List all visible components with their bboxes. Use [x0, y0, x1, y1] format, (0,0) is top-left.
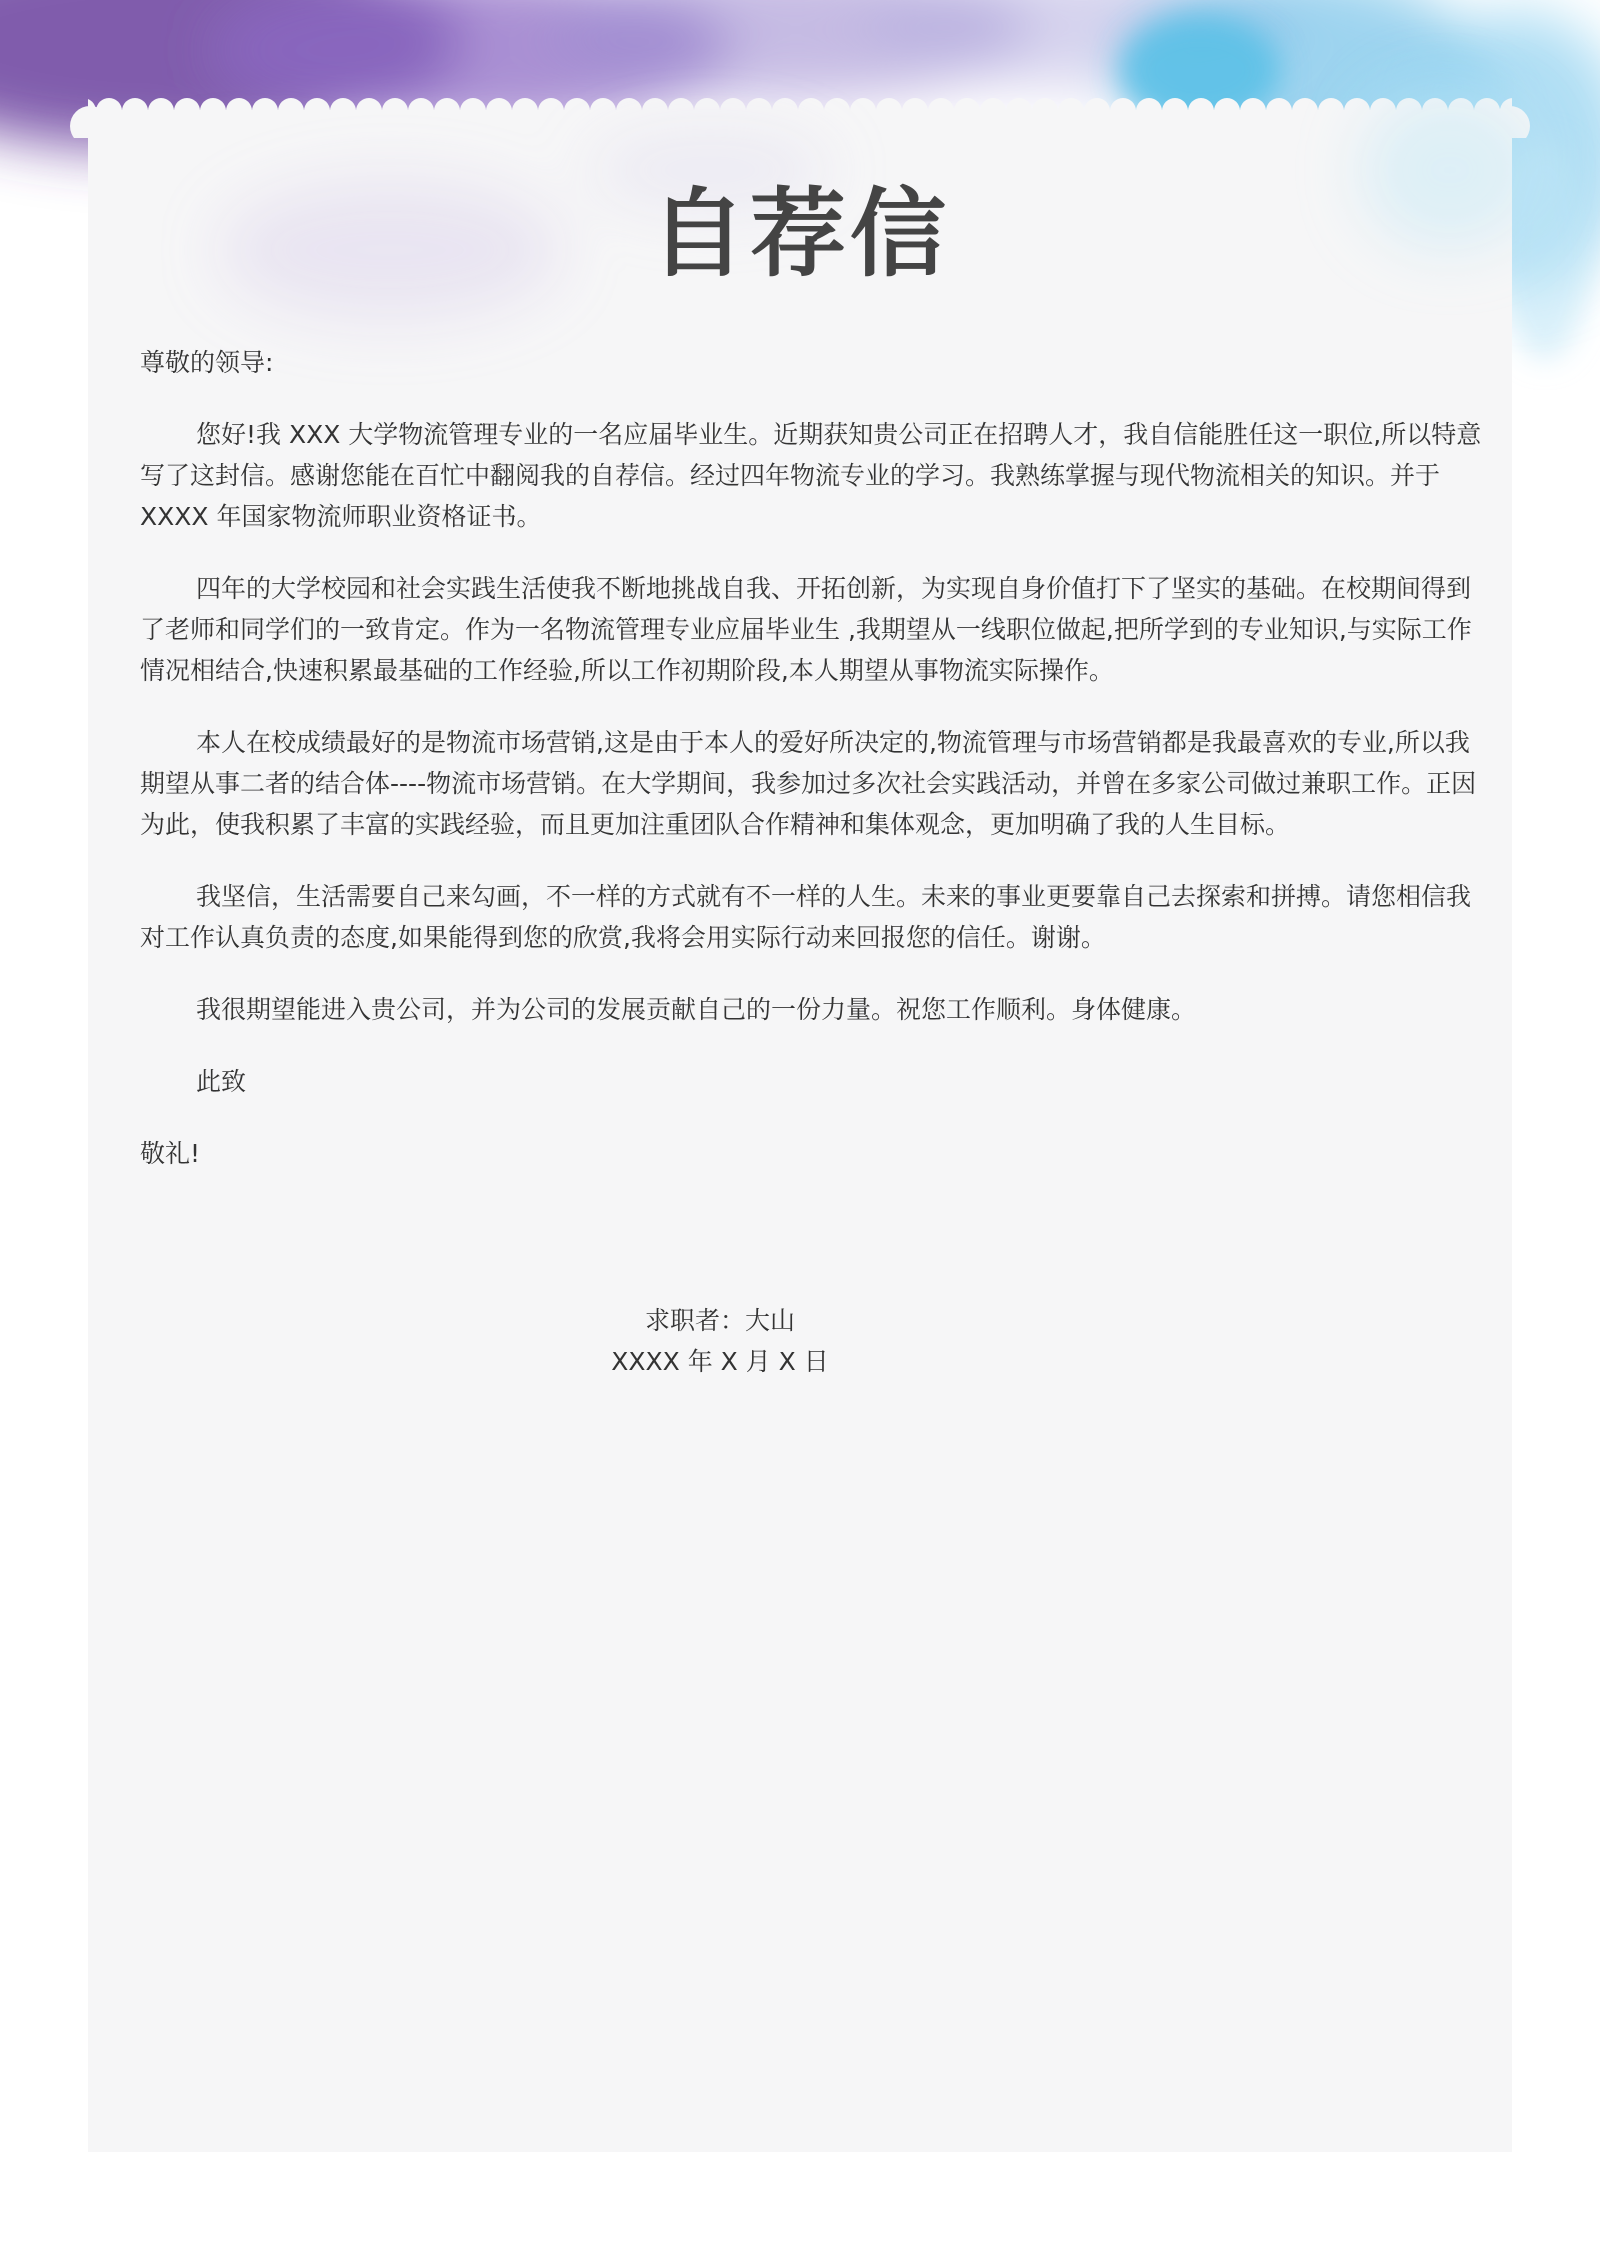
paragraph-2: 四年的大学校园和社会实践生活使我不断地挑战自我、开拓创新，为实现自身价值打下了坚实的基础。在校期间得到了老师和同学们的一致肯定。作为一名物流管理专业应届毕业生 ,我期望从一线职位做起,把所学到的专业知识,与实际工作情况相结合,快速积累最基础的工作经验,所以工作初期阶段,本人期望从事物流实际操作。: [140, 574, 1472, 685]
signature-block: [560, 1300, 880, 1382]
paragraph-5: 我很期望能进入贵公司，并为公司的发展贡献自己的一份力量。祝您工作顺利。身体健康。: [196, 995, 1197, 1024]
closing-line-1: 此致: [196, 1067, 247, 1096]
letter-body: [140, 342, 1485, 1205]
paragraph-3: 本人在校成绩最好的是物流市场营销,这是由于本人的爱好所决定的,物流管理与市场营销都是我最喜欢的专业,所以我期望从事二者的结合体----物流市场营销。在大学期间，我参加过多次社会实践活动，并曾在多家公司做过兼职工作。正因为此，使我积累了丰富的实践经验，而且更加注重团队合作精神和集体观念，更加明确了我的人生目标。: [140, 728, 1477, 839]
scalloped-paper-edge: [70, 98, 1530, 138]
signature-date: XXXX 年 X 月 X 日: [611, 1347, 829, 1376]
paragraph-4: 我坚信，生活需要自己来勾画，不一样的方式就有不一样的人生。未来的事业更要靠自己去探索和拼搏。请您相信我对工作认真负责的态度,如果能得到您的欣赏,我将会用实际行动来回报您的信任。谢谢。: [140, 882, 1472, 952]
salutation: 尊敬的领导:: [140, 348, 274, 377]
letter-title: 自荐信: [650, 178, 950, 290]
paragraph-1: 您好!我 XXX 大学物流管理专业的一名应届毕业生。近期获知贵公司正在招聘人才，我自信能胜任这一职位,所以特意写了这封信。感谢您能在百忙中翻阅我的自荐信。经过四年物流专业的学习。我熟练掌握与现代物流相关的知识。并于 XXXX 年国家物流师职业资格证书。: [140, 420, 1482, 531]
closing-line-2: 敬礼!: [140, 1139, 201, 1168]
signature-name: 求职者：大山: [644, 1306, 795, 1335]
